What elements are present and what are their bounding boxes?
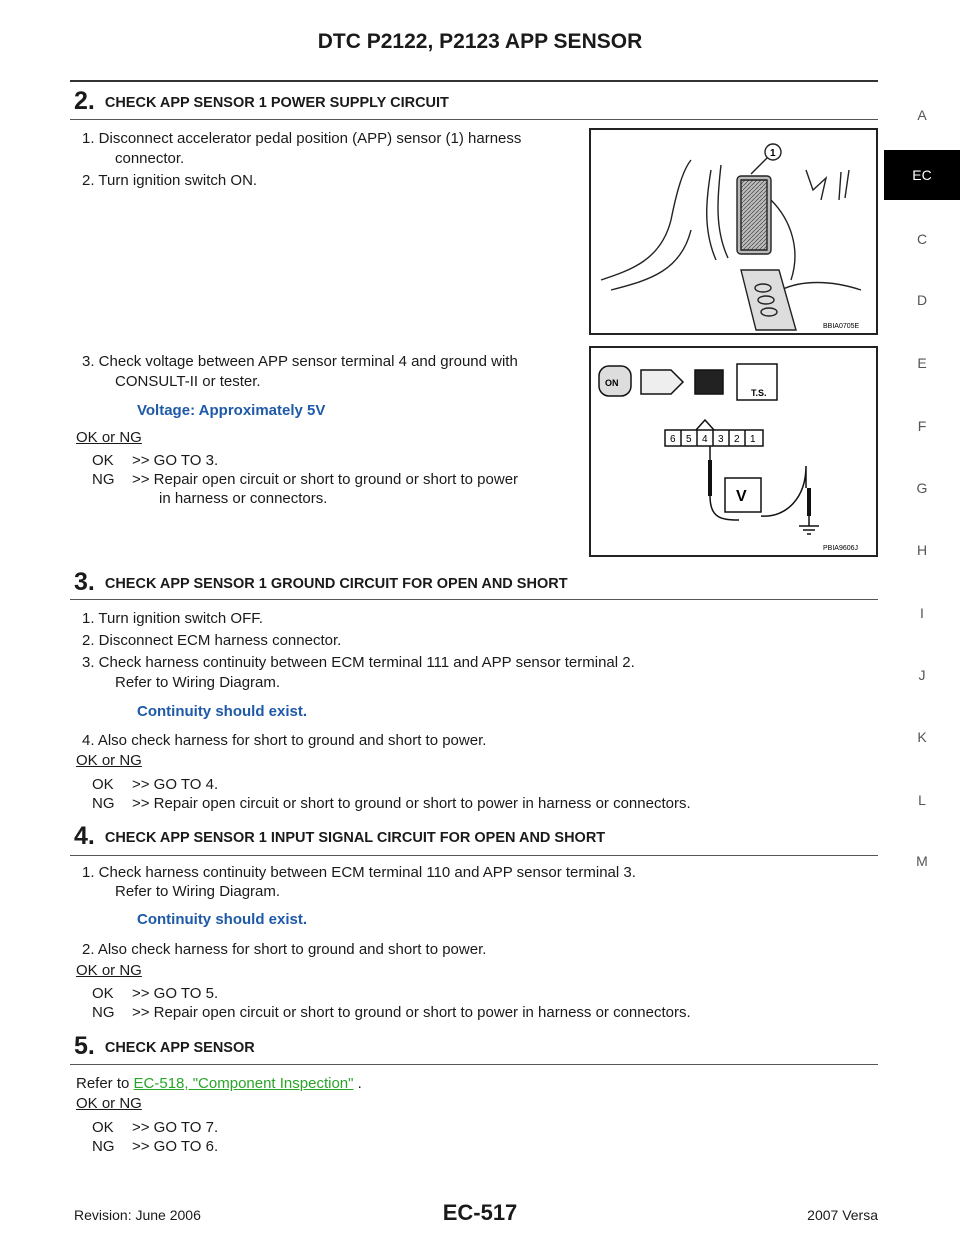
step-text: CONSULT-II or tester. xyxy=(115,373,261,390)
connector-icon xyxy=(641,370,683,394)
ng-key: NG xyxy=(92,471,115,488)
section-3-heading xyxy=(74,568,568,597)
step-text: Refer to Wiring Diagram. xyxy=(115,883,281,900)
spec-value: Continuity should exist. xyxy=(137,703,308,720)
step-text: 3. Check harness continuity between ECM terminal 111 and APP sensor terminal 2. xyxy=(82,654,635,671)
terminal-number: 6 xyxy=(670,434,676,445)
ng-key: NG xyxy=(92,795,115,812)
section-4-heading xyxy=(74,822,605,851)
step-text: 2. Turn ignition switch ON. xyxy=(82,172,258,189)
ng-action: >> Repair open circuit or short to ground or short to power xyxy=(132,471,519,488)
terminal-number: 4 xyxy=(702,434,708,445)
step-text: Refer to Wiring Diagram. xyxy=(115,674,281,691)
section-rule xyxy=(70,855,878,856)
sidebar-tab-l[interactable]: L xyxy=(918,792,926,808)
figure-code: BBIA0705E xyxy=(823,323,860,330)
pedal-illustration xyxy=(591,130,876,333)
ng-action: >> GO TO 6. xyxy=(132,1138,219,1155)
section-heading-text: CHECK APP SENSOR 1 POWER SUPPLY CIRCUIT xyxy=(104,95,449,111)
sidebar-tab-a[interactable]: A xyxy=(917,107,927,123)
ng-action: >> Repair open circuit or short to ground or short to power in harness or connectors. xyxy=(132,1004,691,1021)
terminal-block xyxy=(665,430,763,446)
sidebar-tab-h[interactable]: H xyxy=(916,542,928,558)
section-rule xyxy=(70,599,878,600)
section-rule xyxy=(70,119,878,120)
ng-key: NG xyxy=(92,1138,115,1155)
component-inspection-link[interactable]: EC-518, "Component Inspection" xyxy=(133,1075,354,1092)
header-rule xyxy=(70,80,878,82)
ok-key: OK xyxy=(92,776,114,793)
ok-response xyxy=(92,774,218,795)
ok-key: OK xyxy=(92,985,114,1002)
ok-ng-label: OK or NG xyxy=(76,429,142,446)
sidebar-tab-m[interactable]: M xyxy=(916,853,928,869)
on-label: ON xyxy=(605,378,619,388)
section-5-heading xyxy=(74,1032,255,1061)
section-number: 3. xyxy=(74,568,95,596)
ng-response xyxy=(92,469,518,490)
page-number: EC-517 xyxy=(442,1200,518,1225)
sidebar-tab-f[interactable]: F xyxy=(917,418,927,434)
section-rule xyxy=(70,1064,878,1065)
refer-suffix: . xyxy=(353,1075,362,1092)
section-number: 5. xyxy=(74,1032,95,1060)
ng-action-cont: in harness or connectors. xyxy=(159,490,328,507)
sidebar-tab-i[interactable]: I xyxy=(920,605,924,621)
meter-label: V xyxy=(736,488,747,505)
ok-ng-label: OK or NG xyxy=(76,962,142,979)
section-number: 4. xyxy=(74,822,95,850)
ng-key: NG xyxy=(92,1004,115,1021)
footer-model: 2007 Versa xyxy=(807,1207,878,1223)
footer-revision: Revision: June 2006 xyxy=(74,1207,201,1223)
terminal-number: 5 xyxy=(686,434,692,445)
ok-ng-label: OK or NG xyxy=(76,752,142,769)
refer-prefix: Refer to xyxy=(76,1075,134,1092)
ok-key: OK xyxy=(92,1119,114,1136)
ok-action: >> GO TO 7. xyxy=(132,1119,219,1136)
step-text: 2. Also check harness for short to ground and short to power. xyxy=(82,941,487,958)
ng-response xyxy=(92,1002,691,1023)
pedal-figure xyxy=(589,128,878,335)
section-heading-text: CHECK APP SENSOR xyxy=(104,1040,255,1056)
step-text: 3. Check voltage between APP sensor terminal 4 and ground with xyxy=(82,353,518,370)
ng-response xyxy=(92,1136,218,1157)
sidebar-tab-j[interactable]: J xyxy=(918,667,926,683)
ok-key: OK xyxy=(92,452,114,469)
terminal-number: 2 xyxy=(734,434,740,445)
ok-response xyxy=(92,983,218,1004)
sidebar-tab-d[interactable]: D xyxy=(916,292,928,308)
step-text: 4. Also check harness for short to ground and short to power. xyxy=(82,732,487,749)
ng-response xyxy=(92,793,691,814)
sidebar-tab-c[interactable]: C xyxy=(916,231,928,247)
section-2-heading xyxy=(74,87,449,116)
page-title: DTC P2122, P2123 APP SENSOR xyxy=(317,30,643,53)
sidebar-tab-ec[interactable]: EC xyxy=(884,150,960,200)
section-heading-text: CHECK APP SENSOR 1 INPUT SIGNAL CIRCUIT FOR OPEN AND SHORT xyxy=(104,830,606,846)
circuit-figure xyxy=(589,346,878,557)
spec-value: Voltage: Approximately 5V xyxy=(137,402,326,419)
sidebar-tab-e[interactable]: E xyxy=(917,355,927,371)
ok-action: >> GO TO 3. xyxy=(132,452,219,469)
refer-line xyxy=(76,1073,362,1094)
terminal-number: 3 xyxy=(718,434,724,445)
section-heading-text: CHECK APP SENSOR 1 GROUND CIRCUIT FOR OPEN AND SHORT xyxy=(104,576,568,592)
step-text: 1. Turn ignition switch OFF. xyxy=(82,610,263,627)
figure-code: PBIA9606J xyxy=(823,545,859,552)
step-text: 1. Check harness continuity between ECM terminal 110 and APP sensor terminal 3. xyxy=(82,864,636,881)
ok-action: >> GO TO 5. xyxy=(132,985,219,1002)
sidebar-tab-k[interactable]: K xyxy=(917,729,927,745)
terminal-number: 1 xyxy=(750,434,756,445)
step-text: connector. xyxy=(115,150,185,167)
harness-icon xyxy=(695,370,723,394)
ng-action: >> Repair open circuit or short to ground or short to power in harness or connectors. xyxy=(132,795,691,812)
circuit-illustration xyxy=(591,348,876,555)
ok-ng-label: OK or NG xyxy=(76,1095,142,1112)
step-text: 2. Disconnect ECM harness connector. xyxy=(82,632,342,649)
ok-action: >> GO TO 4. xyxy=(132,776,219,793)
ts-label: T.S. xyxy=(751,388,767,398)
ok-response xyxy=(92,1117,218,1138)
ok-response xyxy=(92,450,218,471)
step-text: 1. Disconnect accelerator pedal position (APP) sensor (1) harness xyxy=(82,130,522,147)
sidebar-tab-g[interactable]: G xyxy=(916,480,928,496)
section-number: 2. xyxy=(74,87,95,115)
spec-value: Continuity should exist. xyxy=(137,911,308,928)
callout-number: 1 xyxy=(770,148,776,159)
